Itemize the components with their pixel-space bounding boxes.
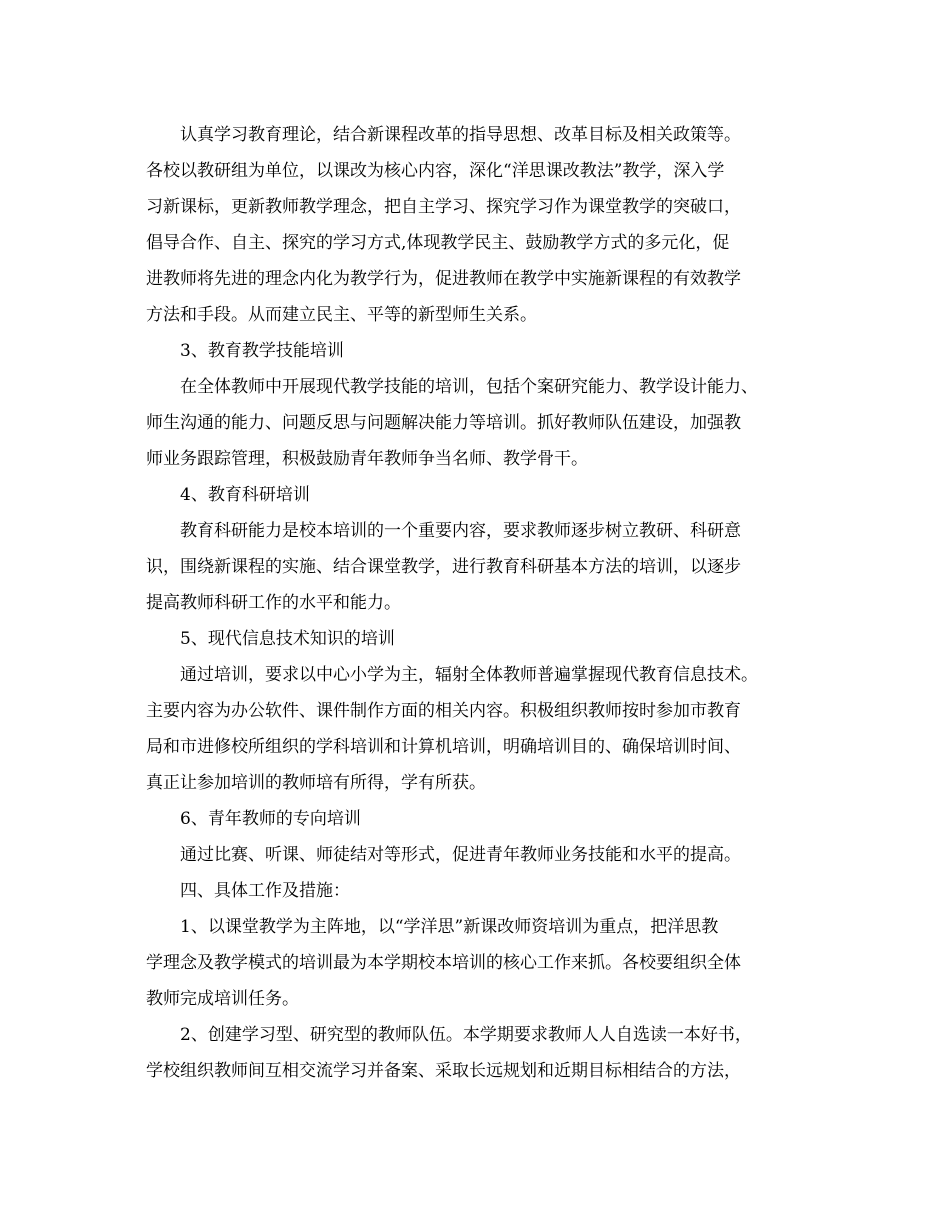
text-line: 真正让参加培训的教师培有所得，学有所获。 — [146, 773, 486, 793]
section-heading: 四、具体工作及措施： — [180, 881, 350, 901]
text-line: 教师完成培训任务。 — [146, 989, 299, 1009]
text-line: 师生沟通的能力、问题反思与问题解决能力等培训。抓好教师队伍建设，加强教 — [146, 413, 741, 433]
text-line: 学校组织教师间互相交流学习并备案、采取长远规划和近期目标相结合的方法， — [146, 1061, 741, 1081]
text-line: 习新课标，更新教师教学理念，把自主学习、探究学习作为课堂教学的突破口， — [146, 197, 741, 217]
text-line: 主要内容为办公软件、课件制作方面的相关内容。积极组织教师按时参加市教育 — [146, 701, 741, 721]
section-heading: 5、现代信息技术知识的培训 — [180, 629, 395, 649]
text-line: 提高教师科研工作的水平和能力。 — [146, 593, 401, 613]
text-line: 方法和手段。从而建立民主、平等的新型师生关系。 — [146, 305, 537, 325]
section-heading: 4、教育科研培训 — [180, 485, 310, 505]
text-line: 倡导合作、自主、探究的学习方式,体现教学民主、鼓励教学方式的多元化，促 — [146, 233, 730, 253]
text-line: 通过比赛、听课、师徒结对等形式，促进青年教师业务技能和水平的提高。 — [180, 845, 741, 865]
section-heading: 6、青年教师的专向培训 — [180, 809, 361, 829]
text-line: 2、创建学习型、研究型的教师队伍。本学期要求教师人人自选读一本好书， — [180, 1025, 752, 1045]
text-line: 认真学习教育理论，结合新课程改革的指导思想、改革目标及相关政策等。 — [180, 125, 741, 145]
text-line: 通过培训，要求以中心小学为主，辐射全体教师普遍掌握现代教育信息技术。 — [180, 665, 758, 685]
text-line: 识，围绕新课程的实施、结合课堂教学，进行教育科研基本方法的培训，以逐步 — [146, 557, 741, 577]
text-line: 教育科研能力是校本培训的一个重要内容，要求教师逐步树立教研、科研意 — [180, 521, 741, 541]
text-line: 师业务跟踪管理，积极鼓励青年教师争当名师、教学骨干。 — [146, 449, 588, 469]
text-line: 学理念及教学模式的培训最为本学期校本培训的核心工作来抓。各校要组织全体 — [146, 953, 741, 973]
text-line: 局和市进修校所组织的学科培训和计算机培训，明确培训目的、确保培训时间、 — [146, 737, 741, 757]
text-line: 1、以课堂教学为主阵地，以“学洋思”新课改师资培训为重点，把洋思教 — [180, 917, 719, 937]
document-body — [146, 117, 826, 1089]
section-heading: 3、教育教学技能培训 — [180, 341, 344, 361]
text-line: 各校以教研组为单位，以课改为核心内容，深化“洋思课改教法”教学，深入学 — [146, 161, 725, 181]
text-line: 在全体教师中开展现代教学技能的培训，包括个案研究能力、教学设计能力、 — [180, 377, 758, 397]
text-line: 进教师将先进的理念内化为教学行为，促进教师在教学中实施新课程的有效教学 — [146, 269, 741, 289]
